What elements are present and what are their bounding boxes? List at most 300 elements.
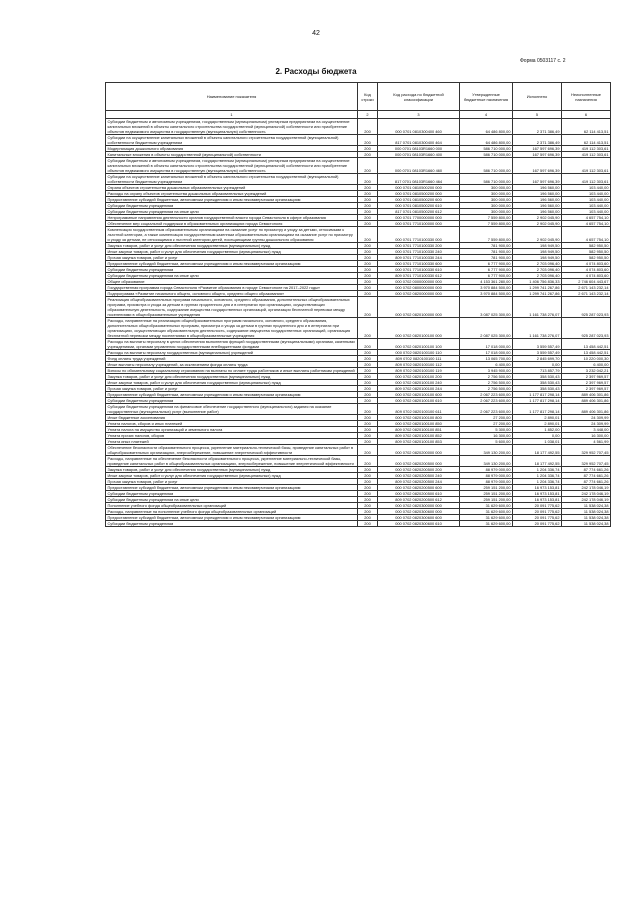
row-classification-code: 000 0702 0820100100 240 bbox=[378, 380, 460, 386]
header-executed: Исполнено bbox=[513, 83, 562, 111]
row-line-code: 200 bbox=[358, 497, 378, 503]
row-unexecuted: 24 309,99 bbox=[562, 421, 611, 427]
row-unexecuted: 4 657 754,10 bbox=[562, 227, 611, 243]
table-header-row bbox=[106, 83, 611, 111]
row-classification-code: 817 0701 0810500200 612 bbox=[378, 209, 460, 215]
row-executed: 1 177 817 298,14 bbox=[513, 404, 562, 415]
row-classification-code: 000 0702 0820300600 600 bbox=[378, 515, 460, 521]
row-name: Закупка товаров, работ и услуг для обеспечения государственных (муниципальных) нужд bbox=[106, 467, 358, 473]
row-executed: 167 597 696,39 bbox=[513, 152, 562, 158]
row-name: Предоставление субсидий бюджетным, автономным учреждениям и иным некоммерческим организациям bbox=[106, 515, 358, 521]
row-line-code: 200 bbox=[358, 318, 378, 339]
row-classification-code: 000 0701 0810300400 460 bbox=[378, 119, 460, 135]
row-executed: 2 890,01 bbox=[513, 421, 562, 427]
row-approved: 2 756 500,00 bbox=[460, 380, 513, 386]
row-executed: 167 597 696,39 bbox=[513, 158, 562, 174]
row-classification-code: 000 0702 0820100100 850 bbox=[378, 421, 460, 427]
row-classification-code: 000 0701 0810500200 610 bbox=[378, 203, 460, 209]
row-line-code: 200 bbox=[358, 249, 378, 255]
row-classification-code: 809 0702 0820100100 851 bbox=[378, 427, 460, 433]
row-name: Прочая закупка товаров, работ и услуг bbox=[106, 255, 358, 261]
row-approved: 31 629 600,00 bbox=[460, 509, 513, 515]
row-unexecuted: 11 538 024,38 bbox=[562, 515, 611, 521]
row-approved: 586 710 000,00 bbox=[460, 158, 513, 174]
row-line-code: 200 bbox=[358, 158, 378, 174]
row-name: Закупка товаров, работ и услуг для обеспечения государственных (муниципальных) нужд bbox=[106, 243, 358, 249]
row-line-code: 200 bbox=[358, 491, 378, 497]
row-classification-code: 000 0701 7710100330 000 bbox=[378, 227, 460, 243]
row-approved: 349 130 200,00 bbox=[460, 456, 513, 467]
row-line-code: 200 bbox=[358, 191, 378, 197]
row-classification-code: 809 0702 0820100100 853 bbox=[378, 439, 460, 445]
row-classification-code: 000 0702 0820200500 610 bbox=[378, 491, 460, 497]
row-approved: 31 629 600,00 bbox=[460, 503, 513, 509]
column-number-row bbox=[106, 111, 611, 119]
table-body bbox=[106, 119, 611, 527]
row-executed: 0,00 bbox=[513, 433, 562, 439]
row-executed: 16 973 153,81 bbox=[513, 497, 562, 503]
row-unexecuted: 11 538 024,38 bbox=[562, 509, 611, 515]
row-line-code: 200 bbox=[358, 356, 378, 362]
row-unexecuted: 242 178 046,19 bbox=[562, 497, 611, 503]
row-line-code: 200 bbox=[358, 152, 378, 158]
row-unexecuted: 889 406 301,86 bbox=[562, 398, 611, 404]
column-number: 6 bbox=[562, 111, 611, 119]
row-classification-code: 809 0701 7710100330 244 bbox=[378, 255, 460, 261]
table-row bbox=[106, 445, 611, 456]
row-name: Охрана объектов строительства дошкольных образовательных учреждений bbox=[106, 185, 358, 191]
row-classification-code: 809 0702 0820100100 852 bbox=[378, 433, 460, 439]
row-name: Предоставление субсидий бюджетным, автономным учреждениям и иным некоммерческим организациям bbox=[106, 261, 358, 267]
row-line-code: 200 bbox=[358, 368, 378, 374]
row-unexecuted: 103 440,00 bbox=[562, 185, 611, 191]
row-approved: 3 970 884 500,00 bbox=[460, 285, 513, 291]
row-executed: 358 530,43 bbox=[513, 386, 562, 392]
row-line-code: 200 bbox=[358, 297, 378, 318]
row-approved: 300 000,00 bbox=[460, 191, 513, 197]
table-row bbox=[106, 318, 611, 339]
row-line-code: 200 bbox=[358, 285, 378, 291]
row-name: Расходы на выплаты персоналу государственных (муниципальных) учреждений bbox=[106, 350, 358, 356]
row-executed: 358 530,43 bbox=[513, 374, 562, 380]
row-unexecuted: 87 774 661,26 bbox=[562, 479, 611, 485]
row-unexecuted: 62 114 413,51 bbox=[562, 135, 611, 146]
row-executed: 196 560,00 bbox=[513, 203, 562, 209]
row-line-code: 200 bbox=[358, 456, 378, 467]
row-classification-code: 000 0702 0800000000 000 bbox=[378, 285, 460, 291]
row-name: Пополнение учебного фонда общеобразовательных организаций bbox=[106, 503, 358, 509]
row-unexecuted: 11 538 024,38 bbox=[562, 521, 611, 527]
row-approved: 7 559 800,00 bbox=[460, 221, 513, 227]
row-classification-code: 000 0701 7710100330 600 bbox=[378, 261, 460, 267]
row-line-code: 200 bbox=[358, 221, 378, 227]
table-row bbox=[106, 456, 611, 467]
row-approved: 2 087 025 300,00 bbox=[460, 318, 513, 339]
row-executed: 1 177 817 298,14 bbox=[513, 398, 562, 404]
row-unexecuted: 925 287 023,93 bbox=[562, 318, 611, 339]
row-classification-code: 000 0701 7710100330 610 bbox=[378, 267, 460, 273]
row-classification-code: 000 0702 0820100100 610 bbox=[378, 398, 460, 404]
row-executed: 2 902 045,90 bbox=[513, 227, 562, 243]
row-name: Непрограммные направления деятельности органов государственной власти города Севастополя в сфере образования bbox=[106, 215, 358, 221]
row-unexecuted: 4 074 803,60 bbox=[562, 273, 611, 279]
row-classification-code: 817 0701 08103R1660 464 bbox=[378, 174, 460, 185]
row-classification-code: 000 0702 0000000000 000 bbox=[378, 279, 460, 285]
row-line-code: 200 bbox=[358, 380, 378, 386]
row-line-code: 200 bbox=[358, 146, 378, 152]
row-classification-code: 000 0702 0820200500 600 bbox=[378, 485, 460, 491]
row-executed: 1 204 336,74 bbox=[513, 473, 562, 479]
row-unexecuted: 3 448,00 bbox=[562, 427, 611, 433]
row-classification-code: 000 0702 0820200500 200 bbox=[378, 467, 460, 473]
row-executed: 16 973 153,81 bbox=[513, 491, 562, 497]
row-name: Субсидии бюджетным учреждениям bbox=[106, 491, 358, 497]
row-executed: 2 371 386,49 bbox=[513, 135, 562, 146]
row-approved: 17 018 000,00 bbox=[460, 339, 513, 350]
row-approved: 2 067 223 600,00 bbox=[460, 404, 513, 415]
row-line-code: 200 bbox=[358, 255, 378, 261]
row-name: Уплата иных платежей bbox=[106, 439, 358, 445]
row-name: Прочая закупка товаров, работ и услуг bbox=[106, 479, 358, 485]
row-executed: 2 703 096,40 bbox=[513, 267, 562, 273]
row-name: Реализация общеобразовательных программ начального, основного, среднего образования, дополнительных общеобразовательных программ, присмотра и ухода за детьми в группах продленного дня и в интернатах при организациях, осуществляющих образовательную деятельность, содержание имущества государственных организаций, организация бесплатной перевозки между поселениями в общеобразовательные учреждения bbox=[106, 297, 358, 318]
row-line-code: 200 bbox=[358, 386, 378, 392]
row-unexecuted: 329 952 707,45 bbox=[562, 445, 611, 456]
row-line-code: 200 bbox=[358, 203, 378, 209]
row-executed: 1 204 336,74 bbox=[513, 467, 562, 473]
row-line-code: 200 bbox=[358, 398, 378, 404]
row-line-code: 200 bbox=[358, 174, 378, 185]
row-name: Фонд оплаты труда учреждений bbox=[106, 356, 358, 362]
row-classification-code: 000 0701 08103R1660 460 bbox=[378, 158, 460, 174]
row-executed: 2 703 096,40 bbox=[513, 273, 562, 279]
row-classification-code: 000 0702 0820100100 800 bbox=[378, 415, 460, 421]
row-classification-code: 000 0702 0820000000 000 bbox=[378, 291, 460, 297]
row-unexecuted: 4 074 803,60 bbox=[562, 267, 611, 273]
column-number: 5 bbox=[513, 111, 562, 119]
row-executed: 1 038,01 bbox=[513, 439, 562, 445]
row-name: Субсидии на осуществление капитальных вложений в объекты капитального строительства государственной (муниципальной) собственности бюджетным учреждениям bbox=[106, 174, 358, 185]
header-name: Наименование показателя bbox=[106, 83, 358, 111]
row-name: Иные закупки товаров, работ и услуг для обеспечения государственных (муниципальных) нужд bbox=[106, 473, 358, 479]
row-classification-code: 000 0702 0820200500 000 bbox=[378, 456, 460, 467]
row-approved: 6 777 900,00 bbox=[460, 273, 513, 279]
row-name: Субсидии бюджетным учреждениям bbox=[106, 521, 358, 527]
row-line-code: 200 bbox=[358, 521, 378, 527]
row-name: Субсидии бюджетным учреждениям на иные цели bbox=[106, 273, 358, 279]
row-name: Общее образование bbox=[106, 279, 358, 285]
row-unexecuted: 103 440,00 bbox=[562, 191, 611, 197]
row-classification-code: 000 0701 7710100330 240 bbox=[378, 249, 460, 255]
row-name: Прочая закупка товаров, работ и услуг bbox=[106, 386, 358, 392]
section-title: 2. Расходы бюджета bbox=[275, 67, 357, 76]
row-approved: 64 486 800,00 bbox=[460, 119, 513, 135]
row-executed: 18 177 492,55 bbox=[513, 445, 562, 456]
row-name: Иные закупки товаров, работ и услуг для обеспечения государственных (муниципальных) нужд bbox=[106, 249, 358, 255]
row-line-code: 200 bbox=[358, 439, 378, 445]
row-executed: 20 091 775,62 bbox=[513, 503, 562, 509]
row-unexecuted: 582 950,50 bbox=[562, 249, 611, 255]
row-executed: 16 973 153,81 bbox=[513, 485, 562, 491]
row-name: Расходы на выплаты персоналу в целях обеспечения выполнения функций государственными (муниципальными) органами, казенными учреждениями, органами управления государственными внебюджетными фондами bbox=[106, 339, 358, 350]
row-executed: 2 703 096,40 bbox=[513, 261, 562, 267]
table-row bbox=[106, 174, 611, 185]
row-unexecuted: 582 950,50 bbox=[562, 255, 611, 261]
row-unexecuted: 2 671 143 232,14 bbox=[562, 285, 611, 291]
row-approved: 4 153 361 280,00 bbox=[460, 279, 513, 285]
row-line-code: 200 bbox=[358, 215, 378, 221]
row-approved: 2 756 500,00 bbox=[460, 386, 513, 392]
row-unexecuted: 2 397 969,57 bbox=[562, 380, 611, 386]
row-line-code: 200 bbox=[358, 267, 378, 273]
row-name: Иные бюджетные ассигнования bbox=[106, 415, 358, 421]
column-number: 2 bbox=[358, 111, 378, 119]
row-approved: 27 200,00 bbox=[460, 415, 513, 421]
row-line-code: 200 bbox=[358, 243, 378, 249]
row-executed: 20 091 775,62 bbox=[513, 509, 562, 515]
row-approved: 2 756 500,00 bbox=[460, 374, 513, 380]
row-executed: 2 902 045,90 bbox=[513, 221, 562, 227]
row-name: Расходы, направленные на пополнение учебного фонда общеобразовательных организаций bbox=[106, 509, 358, 515]
row-name: Предоставление субсидий бюджетным, автономным учреждениям и иным некоммерческим организациям bbox=[106, 197, 358, 203]
table-row bbox=[106, 404, 611, 415]
row-classification-code: 000 0702 0820100100 110 bbox=[378, 350, 460, 356]
row-unexecuted: 103 440,00 bbox=[562, 203, 611, 209]
row-line-code: 200 bbox=[358, 515, 378, 521]
row-approved: 259 151 200,00 bbox=[460, 485, 513, 491]
row-name: Субсидии бюджетным учреждениям bbox=[106, 398, 358, 404]
row-classification-code: 000 0701 7700000000 000 bbox=[378, 215, 460, 221]
row-line-code: 200 bbox=[358, 185, 378, 191]
row-name: Субсидии бюджетным и автономным учреждениям, государственным (муниципальным) унитарным предприятиям на осуществление капитальных вложений в объекты капитального строительства государственной (муниципальной) собственности или приобретение объектов недвижимого имущества в государственную (муниципальную) собственность bbox=[106, 119, 358, 135]
row-unexecuted: 889 406 301,86 bbox=[562, 404, 611, 415]
row-executed: 1 299 741 267,86 bbox=[513, 291, 562, 297]
row-classification-code: 000 0702 0820100100 200 bbox=[378, 374, 460, 380]
row-unexecuted: 329 952 707,45 bbox=[562, 456, 611, 467]
header-approved: Утвержденные бюджетные назначения bbox=[460, 83, 513, 111]
row-unexecuted: 87 774 661,26 bbox=[562, 467, 611, 473]
row-approved: 6 400,00 bbox=[460, 362, 513, 368]
row-classification-code: 809 0702 0820100100 112 bbox=[378, 362, 460, 368]
form-label: Форма 0503117 с. 2 bbox=[520, 58, 566, 64]
row-approved: 16 300,00 bbox=[460, 433, 513, 439]
row-executed: 196 560,00 bbox=[513, 209, 562, 215]
row-line-code: 200 bbox=[358, 209, 378, 215]
row-unexecuted: 242 178 046,19 bbox=[562, 491, 611, 497]
row-name: Расходы на охрану объектов строительства дошкольных образовательных учреждений bbox=[106, 191, 358, 197]
row-classification-code: 000 0701 7710100000 000 bbox=[378, 221, 460, 227]
row-unexecuted: 419 112 303,61 bbox=[562, 158, 611, 174]
row-classification-code: 000 0701 7710100330 200 bbox=[378, 243, 460, 249]
row-executed: 20 091 775,62 bbox=[513, 515, 562, 521]
row-name: Субсидии бюджетным учреждениям на иные цели bbox=[106, 209, 358, 215]
row-approved: 64 486 800,00 bbox=[460, 135, 513, 146]
row-classification-code: 000 0702 0820100100 000 bbox=[378, 318, 460, 339]
row-executed: 2 902 045,90 bbox=[513, 215, 562, 221]
row-classification-code: 000 0702 0820300000 000 bbox=[378, 503, 460, 509]
row-unexecuted: 6 400,00 bbox=[562, 362, 611, 368]
header-classification-code: Код расхода по бюджетной классификации bbox=[378, 83, 460, 111]
row-classification-code: 809 0702 0820100100 244 bbox=[378, 386, 460, 392]
row-classification-code: 809 0702 0820100100 119 bbox=[378, 368, 460, 374]
row-executed: 3 559 557,49 bbox=[513, 350, 562, 356]
row-approved: 586 710 000,00 bbox=[460, 152, 513, 158]
row-classification-code: 000 0702 0820300600 000 bbox=[378, 509, 460, 515]
row-unexecuted: 103 440,00 bbox=[562, 209, 611, 215]
row-name: Закупка товаров, работ и услуг для обеспечения государственных (муниципальных) нужд bbox=[106, 374, 358, 380]
row-line-code: 200 bbox=[358, 291, 378, 297]
row-unexecuted: 13 458 442,51 bbox=[562, 350, 611, 356]
row-approved: 349 130 200,00 bbox=[460, 445, 513, 456]
column-number: 4 bbox=[460, 111, 513, 119]
row-classification-code: 000 0702 0820100000 000 bbox=[378, 297, 460, 318]
row-line-code: 200 bbox=[358, 339, 378, 350]
row-line-code: 200 bbox=[358, 445, 378, 456]
row-classification-code: 000 0702 0820100100 100 bbox=[378, 339, 460, 350]
row-approved: 300 000,00 bbox=[460, 185, 513, 191]
row-classification-code: 000 0701 08103R1660 000 bbox=[378, 146, 460, 152]
row-unexecuted: 24 309,99 bbox=[562, 415, 611, 421]
row-executed: 18 177 492,55 bbox=[513, 456, 562, 467]
row-approved: 2 067 223 600,00 bbox=[460, 392, 513, 398]
column-number: 1 bbox=[106, 111, 358, 119]
row-classification-code: 000 0702 0820200500 240 bbox=[378, 473, 460, 479]
row-approved: 88 979 000,00 bbox=[460, 473, 513, 479]
row-approved: 259 151 200,00 bbox=[460, 497, 513, 503]
row-unexecuted: 16 300,00 bbox=[562, 433, 611, 439]
row-name: Взносы по обязательному социальному страхованию на выплаты по оплате труда работников и иные выплаты работникам учреждений bbox=[106, 368, 358, 374]
row-approved: 31 629 600,00 bbox=[460, 515, 513, 521]
row-unexecuted: 419 112 303,61 bbox=[562, 174, 611, 185]
row-unexecuted: 11 538 024,38 bbox=[562, 503, 611, 509]
row-approved: 3 087 025 300,00 bbox=[460, 297, 513, 318]
row-executed: 1 161 738 276,07 bbox=[513, 318, 562, 339]
row-unexecuted: 4 657 754,10 bbox=[562, 215, 611, 221]
row-approved: 13 065 700,00 bbox=[460, 356, 513, 362]
row-executed: 1 406 756 836,33 bbox=[513, 279, 562, 285]
row-approved: 5 300,00 bbox=[460, 427, 513, 433]
row-executed: 1 161 738 276,07 bbox=[513, 297, 562, 318]
row-approved: 2 067 223 600,00 bbox=[460, 398, 513, 404]
row-approved: 781 900,00 bbox=[460, 255, 513, 261]
row-approved: 7 559 800,00 bbox=[460, 227, 513, 243]
row-line-code: 200 bbox=[358, 119, 378, 135]
row-classification-code: 000 0702 0820300600 610 bbox=[378, 521, 460, 527]
row-unexecuted: 4 074 803,60 bbox=[562, 261, 611, 267]
row-line-code: 200 bbox=[358, 135, 378, 146]
row-approved: 300 000,00 bbox=[460, 197, 513, 203]
row-executed: 1 177 817 298,14 bbox=[513, 392, 562, 398]
row-line-code: 200 bbox=[358, 197, 378, 203]
row-executed: 1 852,00 bbox=[513, 427, 562, 433]
row-name: Иные выплаты персоналу учреждений, за исключением фонда оплаты труда bbox=[106, 362, 358, 368]
row-executed: 198 949,50 bbox=[513, 243, 562, 249]
row-unexecuted: 2 397 969,57 bbox=[562, 374, 611, 380]
header-line-code: Код строки bbox=[358, 83, 378, 111]
row-unexecuted: 582 950,50 bbox=[562, 243, 611, 249]
table-row bbox=[106, 227, 611, 243]
row-classification-code: 000 0702 0820200000 000 bbox=[378, 445, 460, 456]
row-line-code: 200 bbox=[358, 479, 378, 485]
row-approved: 300 000,00 bbox=[460, 203, 513, 209]
row-executed: 713 857,79 bbox=[513, 368, 562, 374]
row-line-code: 200 bbox=[358, 503, 378, 509]
row-executed: 0,00 bbox=[513, 362, 562, 368]
row-executed: 167 597 696,39 bbox=[513, 174, 562, 185]
row-line-code: 200 bbox=[358, 273, 378, 279]
table-row bbox=[106, 521, 611, 527]
row-name: Расходы, направленные на реализацию общеобразовательных программ начального, основного, среднего образования, дополнительных общеобразовательных программ, присмотра и ухода за детьми в группах продленного дня и в интернатах при организациях, осуществляющих образовательную деятельность, содержание имущества государственных организаций, организация бесплатной перевозки между поселениями в общеобразовательные учреждения bbox=[106, 318, 358, 339]
row-unexecuted: 62 114 413,51 bbox=[562, 119, 611, 135]
row-executed: 3 559 557,49 bbox=[513, 339, 562, 350]
row-classification-code: 817 0701 0810300400 464 bbox=[378, 135, 460, 146]
row-approved: 586 710 000,00 bbox=[460, 174, 513, 185]
row-unexecuted: 419 112 303,61 bbox=[562, 152, 611, 158]
row-line-code: 200 bbox=[358, 350, 378, 356]
row-line-code: 200 bbox=[358, 427, 378, 433]
column-number: 3 bbox=[378, 111, 460, 119]
expenses-table bbox=[105, 82, 611, 527]
row-approved: 6 777 900,00 bbox=[460, 261, 513, 267]
row-classification-code: 000 0701 0810500200 000 bbox=[378, 191, 460, 197]
row-unexecuted: 242 178 046,19 bbox=[562, 485, 611, 491]
table-row bbox=[106, 119, 611, 135]
row-approved: 6 777 900,00 bbox=[460, 267, 513, 273]
row-executed: 198 949,50 bbox=[513, 249, 562, 255]
row-unexecuted: 87 774 661,26 bbox=[562, 473, 611, 479]
row-approved: 88 979 000,00 bbox=[460, 467, 513, 473]
row-classification-code: 809 0702 0820200500 612 bbox=[378, 497, 460, 503]
row-name: Иные закупки товаров, работ и услуг для обеспечения государственных (муниципальных) нужд bbox=[106, 380, 358, 386]
row-unexecuted: 10 220 000,30 bbox=[562, 356, 611, 362]
page-number: 42 bbox=[312, 30, 320, 37]
row-line-code: 200 bbox=[358, 509, 378, 515]
row-name: Субсидии бюджетным учреждениям на иные цели bbox=[106, 497, 358, 503]
table-row bbox=[106, 339, 611, 350]
row-line-code: 200 bbox=[358, 467, 378, 473]
row-name: Уплата прочих налогов, сборов bbox=[106, 433, 358, 439]
row-name: Капитальные вложения в объекты государственной (муниципальной) собственности bbox=[106, 152, 358, 158]
row-name: Предоставление субсидий бюджетным, автономным учреждениям и иным некоммерческим организациям bbox=[106, 485, 358, 491]
row-line-code: 200 bbox=[358, 404, 378, 415]
row-classification-code: 000 0701 0810500200 000 bbox=[378, 185, 460, 191]
header-unexecuted: Неисполненные назначения bbox=[562, 83, 611, 111]
row-approved: 259 151 200,00 bbox=[460, 491, 513, 497]
row-name: Субсидии бюджетным учреждениям bbox=[106, 267, 358, 273]
row-executed: 196 560,00 bbox=[513, 191, 562, 197]
row-executed: 2 371 386,49 bbox=[513, 119, 562, 135]
row-line-code: 200 bbox=[358, 227, 378, 243]
row-name: Государственная программа города Севастополя «Развитие образования в городе Севастополе на 2017–2022 годы» bbox=[106, 285, 358, 291]
row-name: Субсидии бюджетным учреждениям bbox=[106, 203, 358, 209]
row-name: Предоставление субсидий бюджетным, автономным учреждениям и иным некоммерческим организациям bbox=[106, 392, 358, 398]
row-unexecuted: 13 458 442,51 bbox=[562, 339, 611, 350]
row-executed: 196 560,00 bbox=[513, 197, 562, 203]
row-executed: 2 845 699,70 bbox=[513, 356, 562, 362]
row-unexecuted: 2 671 143 232,14 bbox=[562, 291, 611, 297]
row-unexecuted: 4 561,99 bbox=[562, 439, 611, 445]
row-classification-code: 000 0701 0810500200 600 bbox=[378, 197, 460, 203]
row-name: Субсидии бюджетным учреждениям на финансовое обеспечение государственного (муниципального) задания на оказание государственных (муниципальных) услуг (выполнение работ) bbox=[106, 404, 358, 415]
row-executed: 358 530,43 bbox=[513, 380, 562, 386]
row-unexecuted: 4 657 754,10 bbox=[562, 221, 611, 227]
row-name: Обеспечение мер социальной поддержки в образовательных организациях города Севастополя bbox=[106, 221, 358, 227]
row-unexecuted: 3 232 042,21 bbox=[562, 368, 611, 374]
row-executed: 20 091 775,62 bbox=[513, 521, 562, 527]
row-name: Субсидии на осуществление капитальных вложений в объекты капитального строительства государственной (муниципальной) собственности бюджетным учреждениям bbox=[106, 135, 358, 146]
row-unexecuted: 419 112 303,61 bbox=[562, 146, 611, 152]
row-unexecuted: 925 287 023,93 bbox=[562, 297, 611, 318]
